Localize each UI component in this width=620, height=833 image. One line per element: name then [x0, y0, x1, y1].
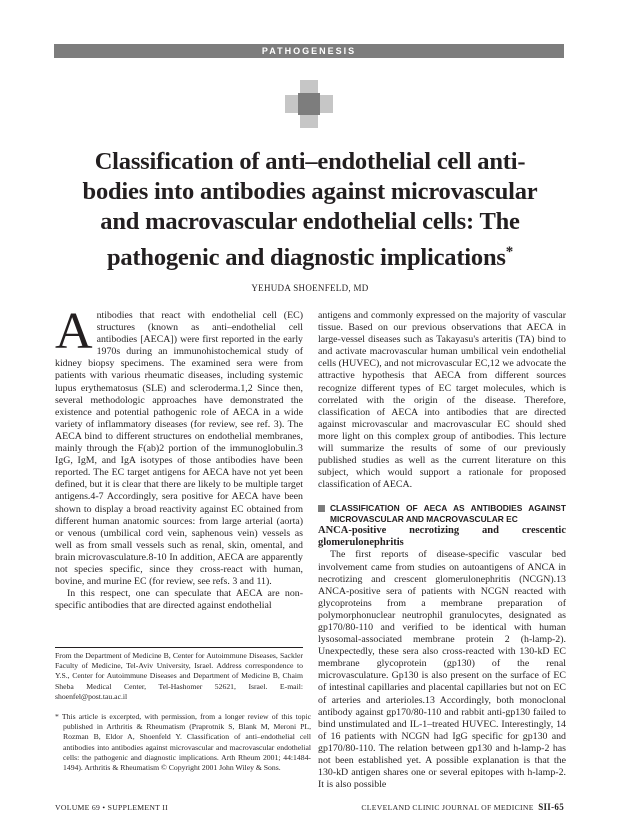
title-line: and macrovascular endothelial cells: The: [100, 208, 520, 235]
page-number: SII-65: [538, 802, 564, 812]
body-paragraph: Antibodies that react with endothelial cell (EC) structures (known as anti–endothelial cell antibodies [AECA]) were first reported in the early 1970s during an immunohistochemical study of kidney biopsy specimens. The examined sera were from patients with various rheumatic diseases, including systemic lupus erythematosus (SLE) and scleroderma.1,2 Since then, several methodologic approaches have demonstrated the existence and potential pathogenic role of AECA in a wide variety of inflammatory diseases (for review, see ref. 3). The AECA bind to different structures on endothelial membranes, mainly through the F(ab)2 portion of the immunoglobulin.3 IgG, IgM, and IgA isotypes of those antibodies have been reported. The EC target antigens for AECA have not yet been defined, but it is clear that there are likely to be multiple target antigens.4-7 Accordingly, sera positive for AECA have been shown to display a broad reactivity against EC obtained from different human anatomic sources: from large arterial (aorta) or venous (umbilical cord vein, saphenous vein) vessels as well as from small vessels such as renal, skin, omental, and brain microvasculature.8-10 In addition, AECA are apparently not species specific, since they cross-react with human, bovine, and murine EC (for review, see refs. 3 and 11).: [55, 303, 303, 588]
right-column: [318, 310, 566, 791]
section-band: PATHOGENESIS: [54, 44, 564, 58]
excerpt-footnote: * This article is excerpted, with permission, from a longer review of this topic published in Arthritis & Rheumatism (Praprotnik S, Blank M, Meroni PL, Rozman B, Eldor A, Shoenfeld Y. Classification of anti–endothelial cell antibodies into antibodies against microvascular and macrovascular endothelial cells: the pathogenic and diagnostic implications. Arth Rheum 2001; 44:1484-1494). Arthritis & Rheumatism © Copyright 2001 John Wiley & Sons.: [55, 712, 311, 773]
footnote-rule: [55, 647, 303, 648]
left-column: [55, 303, 303, 612]
title-line: pathogenic and diagnostic implications*: [106, 244, 514, 272]
article-title: [40, 147, 580, 273]
body-paragraph: The first reports of disease-specific vascular bed involvement came from studies on autoantigens of ANCA in necrotizing and crescent glomerulonephritis (NCGN).13 ANCA-positive sera of patients with NCGN reacted with glycoproteins from a membrane preparation of polymorphonuclear neutrophil granulocytes, designated as gp170/80-110 and verified to be identical with human lysosomal-associated membrane protein 2 (h-lamp-2). Unexpectedly, these sera also cross-reacted with 130-kD EC membrane glycoprotein (gp130) of the renal microvasculature. Gp130 is also present on the surface of EC of intestinal capillaries and placental capillaries but not on EC of arteries and arterioles.13 Accordingly, both monoclonal antibody against gp170/80-110 and rabbit anti-gp130 failed to bind unstimulated and IL-1–treated HUVEC. Interestingly, 14 of 16 patients with NCGN had IgG specific for gp130 and gp170/80-110. The relation between gp130 and h-lamp-2 has not been established yet. A possible explanation is that the 130-kD antigen shares one or several epitopes with h-lamp-2. It is also possible: [318, 549, 566, 791]
footer-volume: VOLUME 69 • SUPPLEMENT II: [55, 803, 168, 812]
section-heading: CLASSIFICATION OF AECA AS ANTIBODIES AGAINST MICROVASCULAR AND MACROVASCULAR EC: [318, 503, 566, 525]
author-byline: YEHUDA SHOENFELD, MD: [251, 283, 369, 293]
body-paragraph: antigens and commonly expressed on the majority of vascular tissue. Based on our previous observations that AECA in large-vessel diseases such as Takayasu's arteritis (TA) bind to and activate macrovascular human umbilical vein endothelial cells (HUVEC), and not microvascular EC,12 we advocate the attractive hypothesis that AECA from different sources recognize different types of EC target molecules, which is correlated with the origin of the disease. Therefore, classification of AECA into antibodies that are directed against microvascular and macrovascular EC should shed more light on this complex group of antibodies. This lecture will summarize the results of some of our previously published studies as well as the current literature on this subject, which would support a rationale for proposed classification of AECA.: [318, 310, 566, 491]
section-logo-icon: [285, 80, 333, 128]
title-line: bodies into antibodies against microvascular: [82, 178, 538, 205]
body-paragraph: In this respect, one can speculate that AECA are non-specific antibodies that are directed against endothelial: [55, 588, 303, 612]
heading-square-icon: [318, 505, 325, 512]
title-line: Classification of anti–endothelial cell anti-: [94, 148, 526, 175]
footer-journal: CLEVELAND CLINIC JOURNAL OF MEDICINE SII-65: [361, 802, 564, 812]
affiliation-note: From the Department of Medicine B, Center for Autoimmune Diseases, Sackler Faculty of Medicine, Tel-Aviv University, Israel. Address correspondence to Y.S., Center for Autoimmune Diseases and Department of Medicine B, Chaim Sheba Medical Center, Tel-Hashomer 52621, Israel. E-mail: shoenfel@post.tau.ac.il: [55, 651, 303, 701]
subheading: ANCA-positive necrotizing and crescentic glomerulonephritis: [318, 525, 566, 549]
title-footnote-mark: *: [505, 244, 514, 260]
dropcap: A: [55, 303, 93, 360]
